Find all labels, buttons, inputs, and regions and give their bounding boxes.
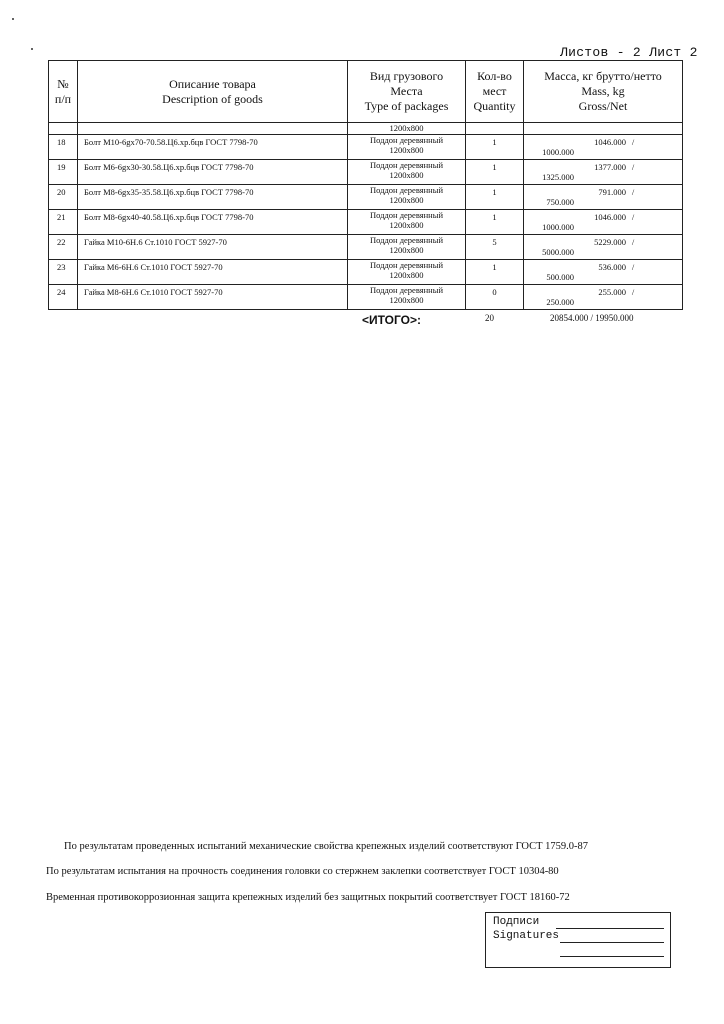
table-row (49, 210, 683, 235)
table-row (49, 135, 683, 160)
table-row (49, 260, 683, 285)
total-label: <ИТОГО>: (362, 313, 421, 327)
signature-line (556, 928, 664, 929)
row-description: Болт M8-6gx35-35.58.Ц6.хр.бцв ГОСТ 7798-70 (78, 185, 348, 210)
package-cell: Поддон деревянный 1200x800 (348, 260, 466, 285)
signatures-label-ru: Подписи (493, 916, 540, 928)
signatures-box (485, 912, 671, 968)
row-description: Гайка M6-6H.6 Ст.1010 ГОСТ 5927-70 (78, 260, 348, 285)
package-cell: 1200x800 (348, 123, 466, 135)
scan-speck (31, 48, 33, 50)
row-quantity: 1 (466, 260, 524, 285)
package-cell: Поддон деревянный 1200x800 (348, 210, 466, 235)
package-cell: Поддон деревянный 1200x800 (348, 235, 466, 260)
signature-line (560, 942, 664, 943)
row-number: 19 (49, 160, 78, 185)
package-cell: Поддон деревянный 1200x800 (348, 135, 466, 160)
row-description: Болт M8-6gx40-40.58.Ц6.хр.бцв ГОСТ 7798-70 (78, 210, 348, 235)
row-number: 18 (49, 135, 78, 160)
row-number: 24 (49, 285, 78, 310)
sheet-count-label: Листов - 2 Лист 2 (560, 45, 698, 60)
row-number: 21 (49, 210, 78, 235)
signatures-label-en: Signatures (493, 930, 560, 942)
compliance-note: Временная противокоррозионная защита крепежных изделий без защитных покрытий соответствует ГОСТ 18160-72 (46, 892, 570, 903)
row-mass: 1046.000 /1000.000 (524, 135, 683, 160)
goods-table (48, 60, 683, 310)
signature-line (560, 956, 664, 957)
scan-speck (12, 18, 14, 20)
table-row (49, 160, 683, 185)
row-mass: 5229.000 /5000.000 (524, 235, 683, 260)
compliance-note: По результатам испытания на прочность соединения головки со стержнем заклепки соответствует ГОСТ 10304-80 (46, 866, 559, 877)
header-description: Описание товара Description of goods (78, 61, 348, 123)
row-mass: 791.000 /750.000 (524, 185, 683, 210)
package-cell: Поддон деревянный 1200x800 (348, 185, 466, 210)
table-row (49, 185, 683, 210)
compliance-note: По результатам проведенных испытаний механические свойства крепежных изделий соответствуют ГОСТ 1759.0-87 (64, 841, 589, 852)
row-description: Болт M10-6gx70-70.58.Ц6.хр.бцв ГОСТ 7798-70 (78, 135, 348, 160)
table-header-row (49, 61, 683, 123)
header-quantity: Кол-во мест Quantity (466, 61, 524, 123)
row-quantity: 5 (466, 235, 524, 260)
package-cell: Поддон деревянный 1200x800 (348, 285, 466, 310)
row-quantity: 1 (466, 210, 524, 235)
row-number: 23 (49, 260, 78, 285)
row-quantity: 1 (466, 160, 524, 185)
table-row (49, 235, 683, 260)
row-mass: 255.000 /250.000 (524, 285, 683, 310)
header-num: № п/п (49, 61, 78, 123)
row-description: Гайка M10-6H.6 Ст.1010 ГОСТ 5927-70 (78, 235, 348, 260)
row-mass: 536.000 /500.000 (524, 260, 683, 285)
header-mass: Масса, кг брутто/нетто Mass, kg Gross/Net (524, 61, 683, 123)
row-quantity: 0 (466, 285, 524, 310)
row-mass: 1377.000 /1325.000 (524, 160, 683, 185)
row-quantity: 1 (466, 185, 524, 210)
table-row (49, 285, 683, 310)
row-number: 22 (49, 235, 78, 260)
row-mass: 1046.000 /1000.000 (524, 210, 683, 235)
header-package: Вид грузового Места Type of packages (348, 61, 466, 123)
package-cell: Поддон деревянный 1200x800 (348, 160, 466, 185)
row-number: 20 (49, 185, 78, 210)
table-continuation-row (49, 123, 683, 135)
row-description: Болт M6-6gx30-30.58.Ц6.хр.бцв ГОСТ 7798-70 (78, 160, 348, 185)
total-mass: 20854.000 / 19950.000 (550, 313, 634, 323)
row-description: Гайка M8-6H.6 Ст.1010 ГОСТ 5927-70 (78, 285, 348, 310)
total-quantity: 20 (485, 313, 494, 323)
row-quantity: 1 (466, 135, 524, 160)
